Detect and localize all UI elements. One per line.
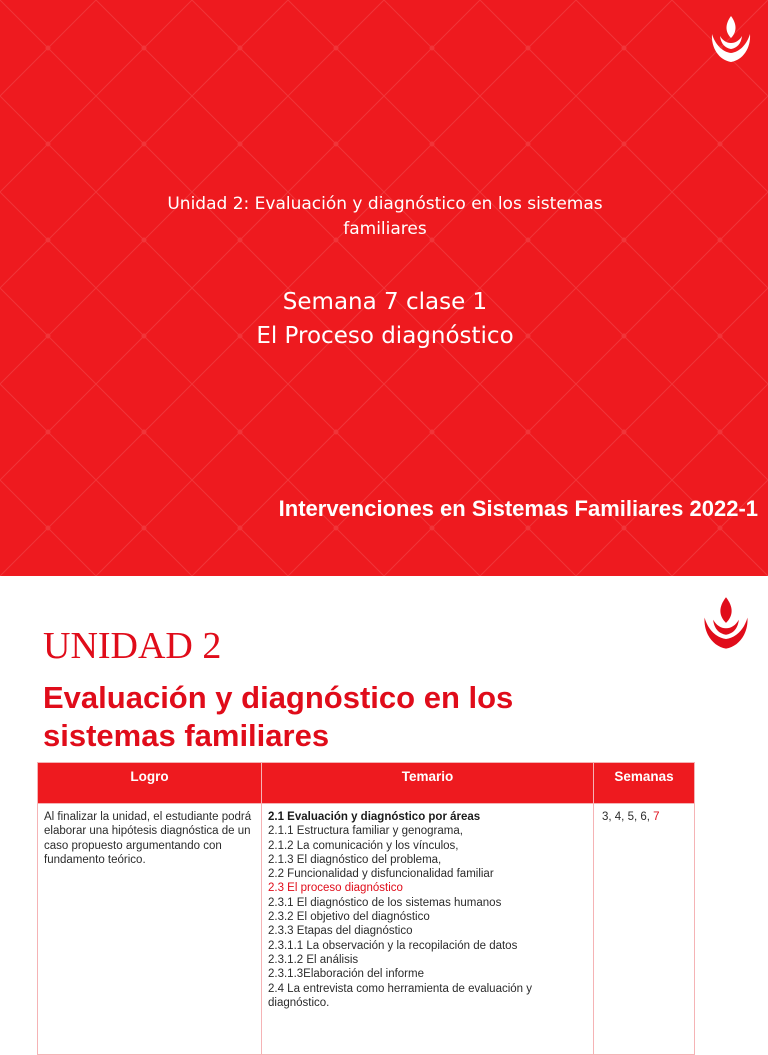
course-title: Intervenciones en Sistemas Familiares 2022-1 (278, 496, 758, 521)
temario-item: 2.3.1.3Elaboración del informe (268, 968, 424, 981)
semanas-cell (594, 804, 695, 1055)
temario-item: 2.3.1.2 El análisis (268, 953, 359, 966)
unit-title-line2: sistemas familiares (43, 718, 330, 753)
header-semanas: Semanas (594, 763, 695, 804)
table-row (38, 804, 695, 1055)
temario-item: 2.1.3 El diagnóstico del problema, (268, 853, 442, 866)
temario-heading: 2.1 Evaluación y diagnóstico por áreas (268, 811, 481, 823)
unit-subtitle-line1: Unidad 2: Evaluación y diagnóstico en los sistemas (167, 194, 603, 214)
temario-item: 2.3.2 El objetivo del diagnóstico (268, 911, 430, 924)
temario-item: 2.3.1 El diagnóstico de los sistemas humanos (268, 896, 502, 909)
temario-item: 2.3.1.1 La observación y la recopilación de datos (268, 939, 518, 952)
logro-cell: Al finalizar la unidad, el estudiante podrá elaborar una hipótesis diagnóstica de un caso propuesto argumentando con fundamento teórico. (38, 804, 262, 1055)
header-temario: Temario (262, 763, 594, 804)
week-title (140, 285, 630, 353)
semanas-list: 3, 4, 5, 6, (602, 811, 654, 823)
unit-subtitle (140, 192, 630, 242)
unit-heading: UNIDAD 2 (43, 625, 222, 667)
table-header-row (38, 763, 695, 804)
unit-title-line1: Evaluación y diagnóstico en los (43, 680, 514, 715)
upc-flame-logo-icon (694, 594, 758, 654)
upc-flame-logo-icon (703, 12, 759, 68)
temario-item: 2.1.1 Estructura familiar y genograma, (268, 825, 463, 838)
temario-cell (262, 804, 594, 1055)
slide-separator (0, 576, 768, 586)
unit-subtitle-line2: familiares (343, 219, 427, 239)
temario-item: 2.1.2 La comunicación y los vínculos, (268, 839, 459, 852)
temario-item: 2.3.3 Etapas del diagnóstico (268, 925, 413, 938)
week-title-line1: Semana 7 clase 1 (282, 289, 488, 315)
header-logro: Logro (38, 763, 262, 804)
semana-current: 7 (653, 811, 660, 823)
unit-table (37, 762, 695, 1055)
week-title-line2: El Proceso diagnóstico (256, 323, 514, 349)
temario-item-current: 2.3 El proceso diagnóstico (268, 882, 403, 895)
unit-title (43, 679, 663, 755)
temario-item: 2.2 Funcionalidad y disfuncionalidad familiar (268, 868, 494, 881)
temario-item: 2.4 La entrevista como herramienta de evaluación y diagnóstico. (268, 982, 533, 1009)
